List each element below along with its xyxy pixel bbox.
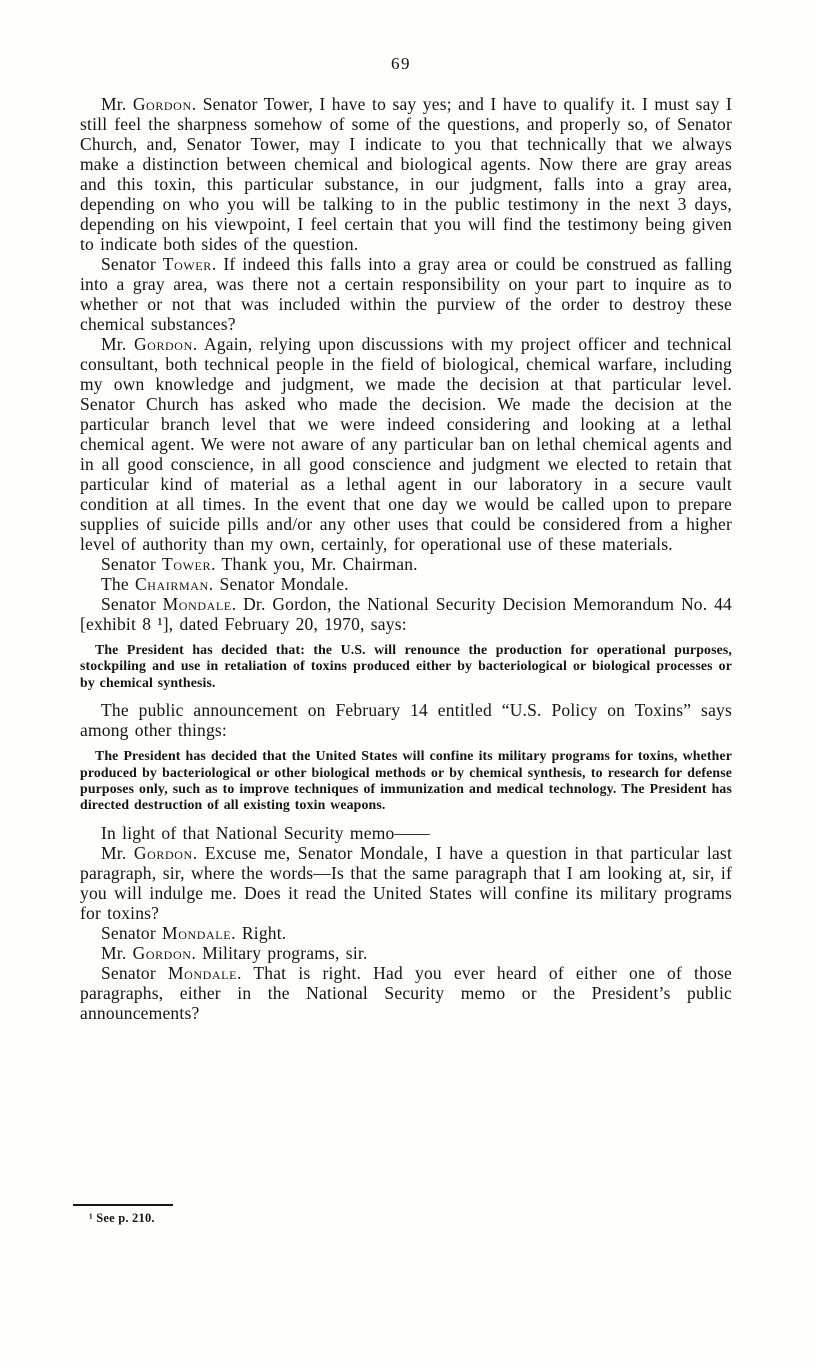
speaker-prefix: Senator: [101, 254, 163, 274]
transcript-paragraph: [80, 334, 732, 554]
paragraph-text: The President has decided that: the U.S. will renounce the production for operational purposes, stockpiling and use in retaliation of toxins produced either by bacteriological or biological processes or by chemical synthesis.: [80, 642, 732, 690]
quoted-excerpt-paragraph: [80, 748, 732, 814]
footnote-divider: [73, 1204, 173, 1206]
footnote: ¹ See p. 210.: [89, 1211, 155, 1225]
speaker-name: Mondale: [162, 922, 232, 943]
speaker-name: Tower: [162, 554, 212, 574]
paragraph-text: . Thank you, Mr. Chairman.: [211, 554, 418, 574]
speaker-name: Mondale: [162, 594, 232, 614]
speaker-name: Gordon: [132, 94, 192, 114]
paragraph-text: . Dr. Gordon, the National Security Decision Memorandum No. 44 [exhibit 8 ¹], dated February 20, 1970, says:: [80, 594, 732, 634]
paragraph-text: . Right.: [231, 922, 287, 943]
transcript-paragraph: [80, 94, 732, 254]
transcript-body: [80, 94, 732, 1023]
speaker-prefix: Senator: [101, 594, 163, 614]
transcript-paragraph: [80, 923, 732, 943]
transcript-paragraph: [80, 963, 732, 1023]
transcript-paragraph: [80, 943, 732, 963]
transcript-paragraph: [80, 574, 732, 594]
speaker-name: Mondale: [167, 962, 238, 983]
paragraph-text: . Senator Mondale.: [208, 574, 349, 594]
speaker-prefix: Senator: [101, 922, 163, 943]
paragraph-text: . That is right. Had you ever heard of either one of those paragraphs, either in the National Security memo or the President’s public announcements?: [80, 962, 732, 1023]
transcript-paragraph: [80, 843, 732, 923]
quoted-excerpt-paragraph: [80, 642, 732, 691]
footnote-area: [80, 1204, 732, 1226]
transcript-paragraph: [80, 594, 732, 634]
speaker-name: Chairman: [134, 574, 209, 594]
paragraph-text: In light of that National Security memo——: [101, 822, 430, 843]
paragraph-text: . Excuse me, Senator Mondale, I have a question in that particular last paragraph, sir, where the words—Is that the same paragraph that I am looking at, sir, if you will indulge me. Does it read the United States will confine its military programs for toxins?: [80, 842, 733, 923]
paragraph-text: The President has decided that the United States will confine its military programs for toxins, whether produced by bacteriological or other biological methods or by chemical synthesis, to research for defense purposes only, such as to improve techniques of immunization and medical technology. The President has directed destruction of all existing toxin weapons.: [80, 748, 732, 813]
paragraph-text: . Senator Tower, I have to say yes; and I have to qualify it. I must say I still feel the sharpness somehow of some of the questions, and properly so, of Senator Church, and, Senator Tower, may I indicate to you that technically that we always make a distinction between chemical and biological agents. Now there are gray areas and this toxin, this particular substance, in our judgment, falls into a gray area, depending on who you will be talking to in the public testimony in the next 3 days, depending on his viewpoint, I feel certain that you will find the testimony being given to indicate both sides of the question.: [80, 94, 733, 254]
speaker-prefix: Mr.: [101, 942, 133, 963]
speaker-name: Gordon: [133, 842, 193, 863]
transcript-paragraph: [80, 823, 732, 843]
speaker-name: Gordon: [133, 334, 193, 354]
speaker-prefix: The: [101, 574, 135, 594]
paragraph-text: The public announcement on February 14 entitled “U.S. Policy on Toxins” says among other things:: [80, 700, 732, 741]
transcript-paragraph: [80, 700, 732, 740]
transcript-paragraph: [80, 554, 732, 574]
speaker-prefix: Mr.: [101, 334, 134, 354]
speaker-name: Gordon: [132, 942, 192, 963]
speaker-prefix: Mr.: [101, 842, 134, 863]
speaker-name: Tower: [162, 254, 212, 274]
speaker-prefix: Mr.: [101, 94, 133, 114]
page-number: 69: [391, 54, 411, 73]
speaker-prefix: Senator: [101, 962, 168, 983]
paragraph-text: . Military programs, sir.: [191, 942, 368, 963]
paragraph-text: . Again, relying upon discussions with my project officer and technical consultant, both technical people in the field of biological, chemical warfare, including my own knowledge and judgment, we made the decision at that particular level. Senator Church has asked who made the decision. We made the decision at the particular branch level that we were indeed considering and looking at a lethal chemical agent. We were not aware of any particular ban on lethal chemical agents and in all good conscience, in all good conscience and judgment we elected to retain that particular kind of material as a lethal agent in our laboratory in a secure vault condition at all times. In the event that one day we would be called upon to prepare supplies of suicide pills and/or any other uses that could be considered from a higher level of authority than my own, certainly, for operational use of these materials.: [80, 334, 732, 554]
paragraph-text: . If indeed this falls into a gray area or could be construed as falling into a gray area, was there not a certain responsibility on your part to inquire as to whether or not that was included within the purview of the order to destroy these chemical substances?: [80, 254, 732, 334]
transcript-paragraph: [80, 254, 732, 334]
speaker-prefix: Senator: [101, 554, 163, 574]
